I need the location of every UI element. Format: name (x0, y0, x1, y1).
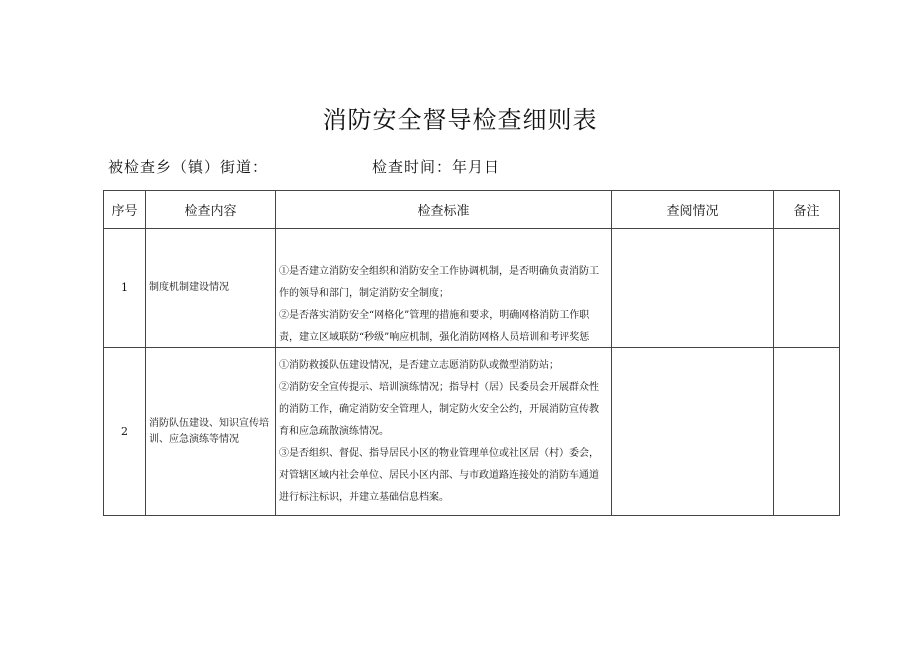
standard-item: ③是否组织、督促、指导居民小区的物业管理单位或社区居（村）委会，对管辖区域内社会单位、居民小区内部、与市政道路连接处的消防车通道进行标注标识，并建立基础信息档案。 (279, 447, 599, 503)
page-title: 消防安全督导检查细则表 (322, 106, 598, 134)
standard-item: ②消防安全宣传提示、培训演练情况；指导村（居）民委员会开展群众性的消防工作，确定消防安全管理人，制定防火安全公约，开展消防宣传教育和应急疏散演练情况。 (279, 381, 599, 437)
row-index: 1 (104, 229, 146, 348)
row-remarks-cell (774, 348, 840, 516)
row-standard (276, 229, 612, 348)
header-index: 序号 (104, 191, 146, 229)
row-content: 消防队伍建设、知识宣传培训、应急演练等情况 (146, 348, 276, 516)
row-review-cell (612, 229, 774, 348)
inspection-table (103, 190, 840, 516)
header-standard: 检查标准 (276, 191, 612, 229)
header-review: 查阅情况 (612, 191, 774, 229)
row-index: 2 (104, 348, 146, 516)
inspected-area-label: 被检查乡（镇）街道： (108, 158, 269, 176)
table-row (104, 348, 840, 516)
standard-item: ①消防救援队伍建设情况，是否建立志愿消防队或微型消防站； (279, 359, 559, 371)
table-row (104, 229, 840, 348)
standard-item: ①是否建立消防安全组织和消防安全工作协调机制，是否明确负责消防工作的领导和部门，制定消防安全制度； (279, 266, 599, 299)
row-content: 制度机制建设情况 (146, 229, 276, 348)
row-review-cell (612, 348, 774, 516)
header-content: 检查内容 (146, 191, 276, 229)
standard-item: ②是否落实消防安全“网格化”管理的措施和要求，明确网格消防工作职责，建立区域联防“秒级”响应机制，强化消防网格人员培训和考评奖惩 (279, 310, 590, 343)
header-remarks: 备注 (774, 191, 840, 229)
inspection-time-label: 检查时间：年月日 (372, 158, 501, 176)
table-header-row (104, 191, 840, 229)
row-remarks-cell (774, 229, 840, 348)
row-standard (276, 348, 612, 516)
